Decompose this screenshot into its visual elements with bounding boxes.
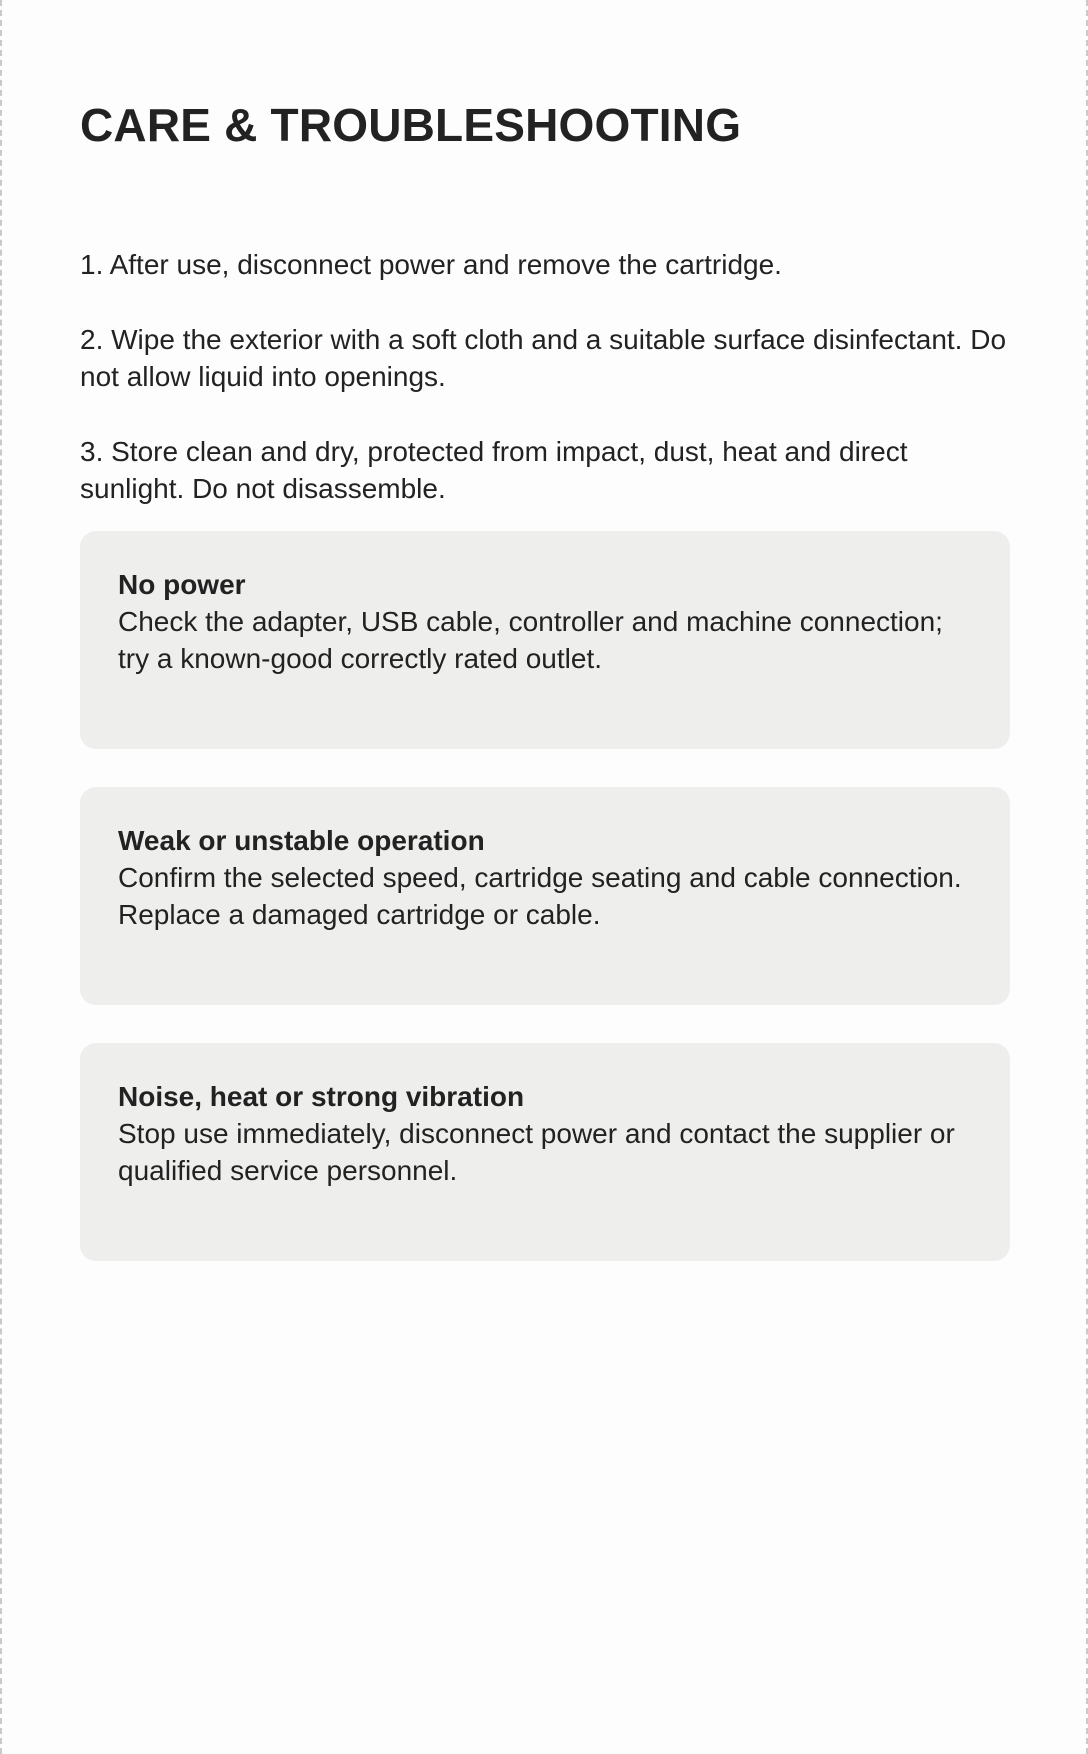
- care-steps-list: [80, 246, 1010, 507]
- troubleshooting-section: [80, 531, 1010, 1261]
- care-step: 1. After use, disconnect power and remove the cartridge.: [80, 249, 782, 280]
- troubleshooting-card-noise-heat: [80, 1043, 1010, 1261]
- troubleshooting-card-title: Noise, heat or strong vibration: [118, 1081, 525, 1112]
- troubleshooting-card-no-power: [80, 531, 1010, 749]
- document-content: [80, 96, 1010, 1299]
- page-edge-left: [0, 0, 2, 1754]
- troubleshooting-card-title: No power: [118, 569, 246, 600]
- page-title: CARE & TROUBLESHOOTING: [80, 99, 742, 151]
- care-step: 3. Store clean and dry, protected from impact, dust, heat and direct sunlight. Do not disassemble.: [80, 436, 908, 504]
- troubleshooting-card-text: Stop use immediately, disconnect power and contact the supplier or qualified service personnel.: [118, 1118, 955, 1186]
- troubleshooting-card-text: Check the adapter, USB cable, controller and machine connection; try a known-good correctly rated outlet.: [118, 606, 943, 674]
- care-step: 2. Wipe the exterior with a soft cloth and a suitable surface disinfectant. Do not allow liquid into openings.: [80, 324, 1007, 392]
- troubleshooting-card-weak-operation: [80, 787, 1010, 1005]
- troubleshooting-card-text: Confirm the selected speed, cartridge seating and cable connection. Replace a damaged cartridge or cable.: [118, 862, 962, 930]
- troubleshooting-card-title: Weak or unstable operation: [118, 825, 485, 856]
